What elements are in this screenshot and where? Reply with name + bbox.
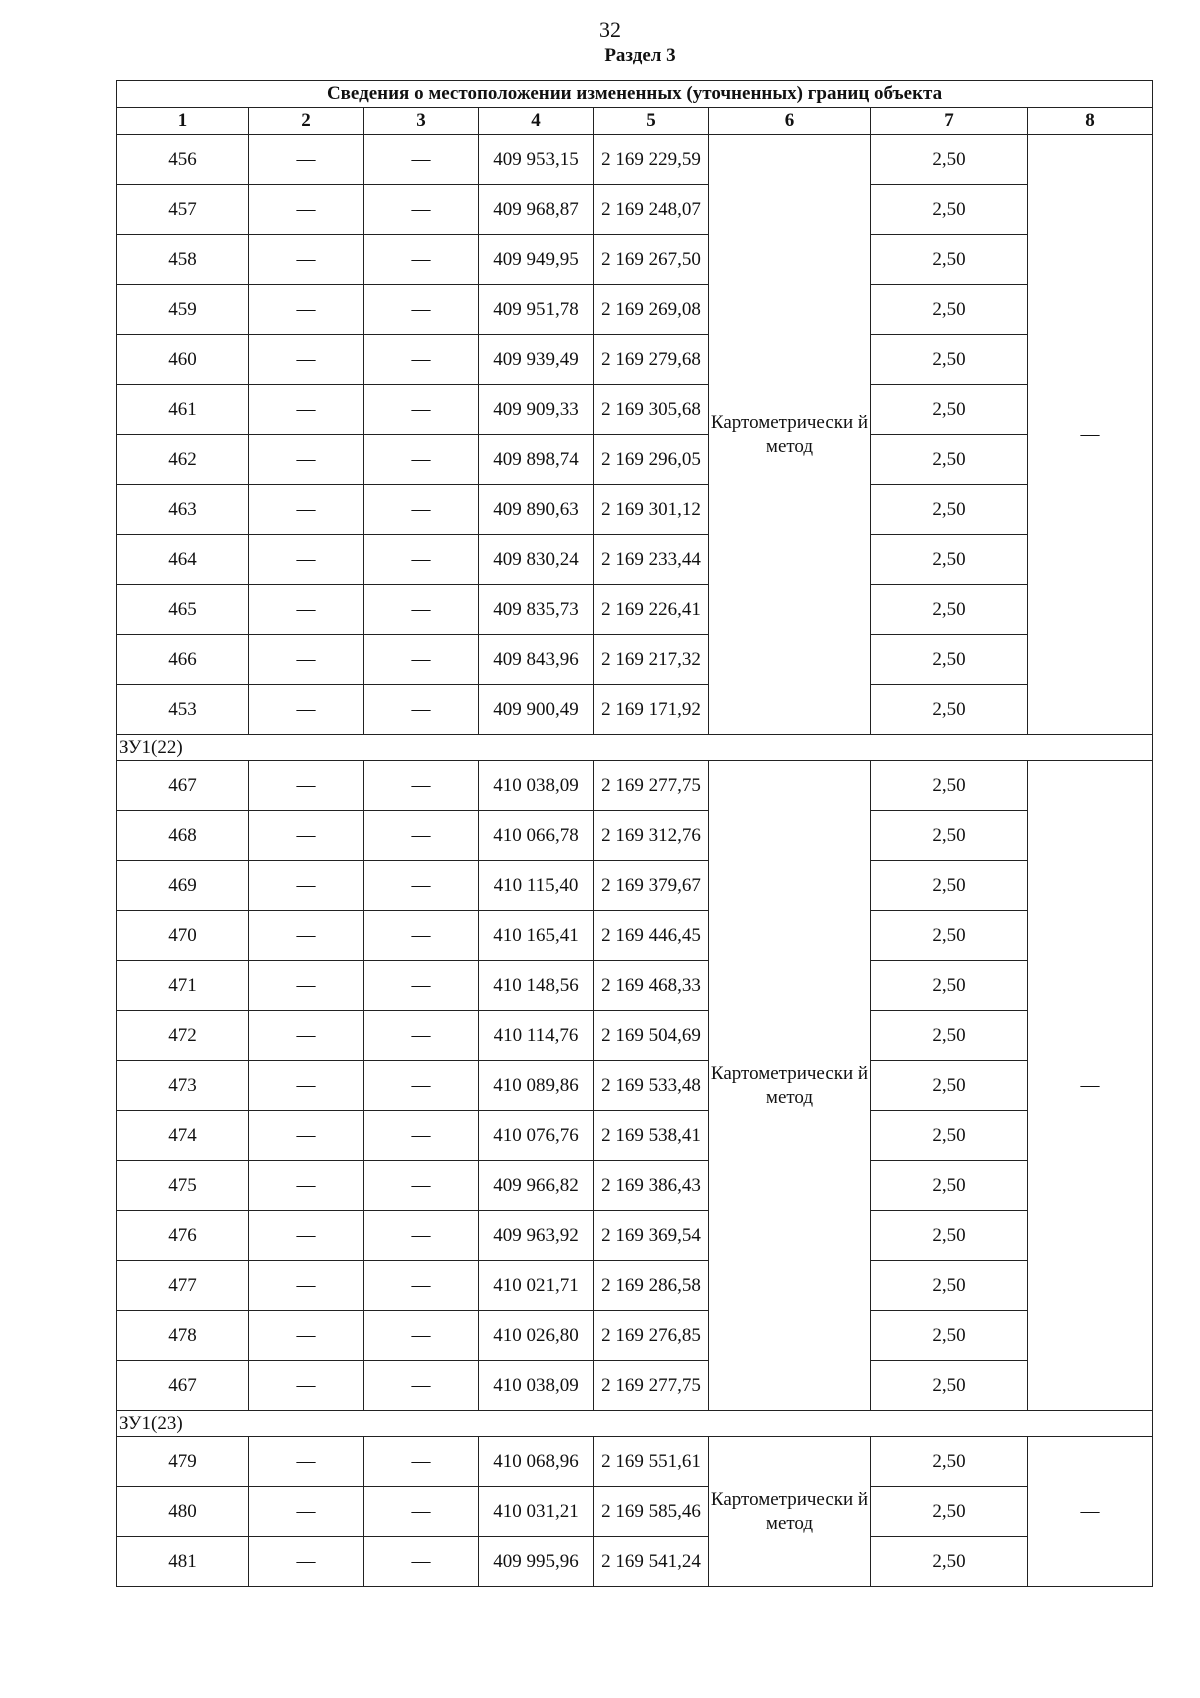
accuracy-cell: 2,50	[871, 135, 1028, 185]
header-col-4: 4	[479, 108, 594, 135]
table-row	[117, 585, 1153, 635]
col2-cell: —	[249, 811, 364, 861]
accuracy-cell: 2,50	[871, 535, 1028, 585]
point-number-cell: 468	[117, 811, 249, 861]
point-number-cell: 476	[117, 1211, 249, 1261]
x-coordinate-cell: 409 963,92	[479, 1211, 594, 1261]
x-coordinate-cell: 409 939,49	[479, 335, 594, 385]
y-coordinate-cell: 2 169 301,12	[594, 485, 709, 535]
col2-cell: —	[249, 385, 364, 435]
y-coordinate-cell: 2 169 171,92	[594, 685, 709, 735]
point-number-cell: 463	[117, 485, 249, 535]
table-row	[117, 1311, 1153, 1361]
x-coordinate-cell: 409 900,49	[479, 685, 594, 735]
y-coordinate-cell: 2 169 446,45	[594, 911, 709, 961]
accuracy-cell: 2,50	[871, 385, 1028, 435]
x-coordinate-cell: 409 995,96	[479, 1537, 594, 1587]
col3-cell: —	[364, 1487, 479, 1537]
col3-cell: —	[364, 811, 479, 861]
point-number-cell: 479	[117, 1437, 249, 1487]
y-coordinate-cell: 2 169 305,68	[594, 385, 709, 435]
x-coordinate-cell: 410 076,76	[479, 1111, 594, 1161]
x-coordinate-cell: 410 089,86	[479, 1061, 594, 1111]
group-label: ЗУ1(22)	[117, 735, 1153, 761]
point-number-cell: 465	[117, 585, 249, 635]
col2-cell: —	[249, 1261, 364, 1311]
y-coordinate-cell: 2 169 277,75	[594, 761, 709, 811]
col3-cell: —	[364, 635, 479, 685]
accuracy-cell: 2,50	[871, 1261, 1028, 1311]
point-number-cell: 474	[117, 1111, 249, 1161]
y-coordinate-cell: 2 169 286,58	[594, 1261, 709, 1311]
accuracy-cell: 2,50	[871, 335, 1028, 385]
accuracy-cell: 2,50	[871, 1437, 1028, 1487]
point-number-cell: 477	[117, 1261, 249, 1311]
table-row	[117, 1437, 1153, 1487]
point-number-cell: 470	[117, 911, 249, 961]
method-cell: Картометрически й метод	[709, 1437, 871, 1587]
accuracy-cell: 2,50	[871, 285, 1028, 335]
col2-cell: —	[249, 285, 364, 335]
col2-cell: —	[249, 185, 364, 235]
col3-cell: —	[364, 235, 479, 285]
col3-cell: —	[364, 385, 479, 435]
col3-cell: —	[364, 1211, 479, 1261]
x-coordinate-cell: 409 843,96	[479, 635, 594, 685]
point-number-cell: 466	[117, 635, 249, 685]
col2-cell: —	[249, 1161, 364, 1211]
y-coordinate-cell: 2 169 585,46	[594, 1487, 709, 1537]
col2-cell: —	[249, 535, 364, 585]
accuracy-cell: 2,50	[871, 861, 1028, 911]
y-coordinate-cell: 2 169 468,33	[594, 961, 709, 1011]
table-row	[117, 485, 1153, 535]
table-row	[117, 385, 1153, 435]
col2-cell: —	[249, 1211, 364, 1261]
point-number-cell: 467	[117, 761, 249, 811]
col3-cell: —	[364, 1261, 479, 1311]
col3-cell: —	[364, 185, 479, 235]
y-coordinate-cell: 2 169 233,44	[594, 535, 709, 585]
table-row	[117, 535, 1153, 585]
group-label-row	[117, 1411, 1153, 1437]
x-coordinate-cell: 410 066,78	[479, 811, 594, 861]
table-row	[117, 1487, 1153, 1537]
y-coordinate-cell: 2 169 248,07	[594, 185, 709, 235]
col2-cell: —	[249, 1437, 364, 1487]
header-col-5: 5	[594, 108, 709, 135]
col3-cell: —	[364, 535, 479, 585]
x-coordinate-cell: 410 148,56	[479, 961, 594, 1011]
table-row	[117, 1011, 1153, 1061]
accuracy-cell: 2,50	[871, 585, 1028, 635]
y-coordinate-cell: 2 169 551,61	[594, 1437, 709, 1487]
col2-cell: —	[249, 911, 364, 961]
point-number-cell: 469	[117, 861, 249, 911]
table-row	[117, 761, 1153, 811]
accuracy-cell: 2,50	[871, 1361, 1028, 1411]
table-row	[117, 1361, 1153, 1411]
accuracy-cell: 2,50	[871, 1211, 1028, 1261]
x-coordinate-cell: 410 038,09	[479, 1361, 594, 1411]
header-col-1: 1	[117, 108, 249, 135]
col2-cell: —	[249, 485, 364, 535]
table-row	[117, 1537, 1153, 1587]
col2-cell: —	[249, 1361, 364, 1411]
point-number-cell: 472	[117, 1011, 249, 1061]
col3-cell: —	[364, 335, 479, 385]
accuracy-cell: 2,50	[871, 761, 1028, 811]
col2-cell: —	[249, 1487, 364, 1537]
col2-cell: —	[249, 335, 364, 385]
table-row	[117, 635, 1153, 685]
table-row	[117, 685, 1153, 735]
point-number-cell: 456	[117, 135, 249, 185]
col2-cell: —	[249, 1061, 364, 1111]
x-coordinate-cell: 409 898,74	[479, 435, 594, 485]
table-body	[117, 135, 1153, 1587]
accuracy-cell: 2,50	[871, 911, 1028, 961]
col2-cell: —	[249, 435, 364, 485]
col2-cell: —	[249, 1311, 364, 1361]
col2-cell: —	[249, 761, 364, 811]
col8-cell: —	[1028, 135, 1153, 735]
table-row	[117, 911, 1153, 961]
col3-cell: —	[364, 861, 479, 911]
accuracy-cell: 2,50	[871, 961, 1028, 1011]
header-col-8: 8	[1028, 108, 1153, 135]
x-coordinate-cell: 409 951,78	[479, 285, 594, 335]
col8-cell: —	[1028, 761, 1153, 1411]
col3-cell: —	[364, 1361, 479, 1411]
table-row	[117, 1261, 1153, 1311]
col2-cell: —	[249, 961, 364, 1011]
y-coordinate-cell: 2 169 312,76	[594, 811, 709, 861]
group-label: ЗУ1(23)	[117, 1411, 1153, 1437]
accuracy-cell: 2,50	[871, 1061, 1028, 1111]
y-coordinate-cell: 2 169 504,69	[594, 1011, 709, 1061]
method-cell: Картометрически й метод	[709, 135, 871, 735]
header-col-6: 6	[709, 108, 871, 135]
point-number-cell: 460	[117, 335, 249, 385]
point-number-cell: 462	[117, 435, 249, 485]
table-row	[117, 335, 1153, 385]
accuracy-cell: 2,50	[871, 1487, 1028, 1537]
x-coordinate-cell: 410 031,21	[479, 1487, 594, 1537]
x-coordinate-cell: 410 021,71	[479, 1261, 594, 1311]
point-number-cell: 481	[117, 1537, 249, 1587]
y-coordinate-cell: 2 169 538,41	[594, 1111, 709, 1161]
table-row	[117, 861, 1153, 911]
col3-cell: —	[364, 911, 479, 961]
point-number-cell: 461	[117, 385, 249, 435]
col3-cell: —	[364, 1437, 479, 1487]
x-coordinate-cell: 409 966,82	[479, 1161, 594, 1211]
col2-cell: —	[249, 1011, 364, 1061]
y-coordinate-cell: 2 169 276,85	[594, 1311, 709, 1361]
col3-cell: —	[364, 1161, 479, 1211]
y-coordinate-cell: 2 169 533,48	[594, 1061, 709, 1111]
col2-cell: —	[249, 235, 364, 285]
x-coordinate-cell: 410 114,76	[479, 1011, 594, 1061]
x-coordinate-cell: 409 909,33	[479, 385, 594, 435]
accuracy-cell: 2,50	[871, 635, 1028, 685]
boundary-table	[116, 80, 1153, 1587]
accuracy-cell: 2,50	[871, 1537, 1028, 1587]
y-coordinate-cell: 2 169 279,68	[594, 335, 709, 385]
point-number-cell: 475	[117, 1161, 249, 1211]
table-row	[117, 235, 1153, 285]
col2-cell: —	[249, 685, 364, 735]
table-row	[117, 811, 1153, 861]
table-row	[117, 285, 1153, 335]
point-number-cell: 453	[117, 685, 249, 735]
table-row	[117, 1211, 1153, 1261]
col3-cell: —	[364, 961, 479, 1011]
y-coordinate-cell: 2 169 379,67	[594, 861, 709, 911]
x-coordinate-cell: 410 068,96	[479, 1437, 594, 1487]
y-coordinate-cell: 2 169 217,32	[594, 635, 709, 685]
col3-cell: —	[364, 585, 479, 635]
table-row	[117, 1061, 1153, 1111]
header-col-2: 2	[249, 108, 364, 135]
method-cell: Картометрически й метод	[709, 761, 871, 1411]
point-number-cell: 478	[117, 1311, 249, 1361]
table-row	[117, 135, 1153, 185]
accuracy-cell: 2,50	[871, 1311, 1028, 1361]
col3-cell: —	[364, 1111, 479, 1161]
col3-cell: —	[364, 285, 479, 335]
y-coordinate-cell: 2 169 269,08	[594, 285, 709, 335]
y-coordinate-cell: 2 169 277,75	[594, 1361, 709, 1411]
table-row	[117, 1161, 1153, 1211]
y-coordinate-cell: 2 169 541,24	[594, 1537, 709, 1587]
x-coordinate-cell: 409 890,63	[479, 485, 594, 535]
x-coordinate-cell: 409 835,73	[479, 585, 594, 635]
page-number: 32	[599, 17, 621, 42]
accuracy-cell: 2,50	[871, 1111, 1028, 1161]
point-number-cell: 467	[117, 1361, 249, 1411]
col2-cell: —	[249, 635, 364, 685]
y-coordinate-cell: 2 169 296,05	[594, 435, 709, 485]
col3-cell: —	[364, 485, 479, 535]
col3-cell: —	[364, 1537, 479, 1587]
x-coordinate-cell: 410 115,40	[479, 861, 594, 911]
x-coordinate-cell: 410 026,80	[479, 1311, 594, 1361]
x-coordinate-cell: 410 165,41	[479, 911, 594, 961]
col3-cell: —	[364, 1311, 479, 1361]
col2-cell: —	[249, 1537, 364, 1587]
x-coordinate-cell: 409 968,87	[479, 185, 594, 235]
y-coordinate-cell: 2 169 226,41	[594, 585, 709, 635]
table-row	[117, 435, 1153, 485]
col3-cell: —	[364, 1011, 479, 1061]
x-coordinate-cell: 409 949,95	[479, 235, 594, 285]
point-number-cell: 471	[117, 961, 249, 1011]
y-coordinate-cell: 2 169 369,54	[594, 1211, 709, 1261]
col2-cell: —	[249, 1111, 364, 1161]
accuracy-cell: 2,50	[871, 185, 1028, 235]
y-coordinate-cell: 2 169 386,43	[594, 1161, 709, 1211]
x-coordinate-cell: 409 953,15	[479, 135, 594, 185]
point-number-cell: 457	[117, 185, 249, 235]
header-col-3: 3	[364, 108, 479, 135]
accuracy-cell: 2,50	[871, 1011, 1028, 1061]
col3-cell: —	[364, 1061, 479, 1111]
x-coordinate-cell: 410 038,09	[479, 761, 594, 811]
table-caption: Сведения о местоположении измененных (уточненных) границ объекта	[117, 81, 1153, 108]
col2-cell: —	[249, 861, 364, 911]
table-row	[117, 961, 1153, 1011]
point-number-cell: 458	[117, 235, 249, 285]
table-row	[117, 1111, 1153, 1161]
point-number-cell: 473	[117, 1061, 249, 1111]
point-number-cell: 464	[117, 535, 249, 585]
col2-cell: —	[249, 585, 364, 635]
y-coordinate-cell: 2 169 229,59	[594, 135, 709, 185]
col8-cell: —	[1028, 1437, 1153, 1587]
accuracy-cell: 2,50	[871, 1161, 1028, 1211]
section-title: Раздел 3	[604, 45, 676, 66]
y-coordinate-cell: 2 169 267,50	[594, 235, 709, 285]
x-coordinate-cell: 409 830,24	[479, 535, 594, 585]
point-number-cell: 459	[117, 285, 249, 335]
col3-cell: —	[364, 685, 479, 735]
point-number-cell: 480	[117, 1487, 249, 1537]
col3-cell: —	[364, 135, 479, 185]
accuracy-cell: 2,50	[871, 435, 1028, 485]
accuracy-cell: 2,50	[871, 685, 1028, 735]
header-col-7: 7	[871, 108, 1028, 135]
accuracy-cell: 2,50	[871, 235, 1028, 285]
col2-cell: —	[249, 135, 364, 185]
group-label-row	[117, 735, 1153, 761]
col3-cell: —	[364, 761, 479, 811]
header-row	[117, 108, 1153, 135]
table-row	[117, 185, 1153, 235]
accuracy-cell: 2,50	[871, 485, 1028, 535]
col3-cell: —	[364, 435, 479, 485]
accuracy-cell: 2,50	[871, 811, 1028, 861]
